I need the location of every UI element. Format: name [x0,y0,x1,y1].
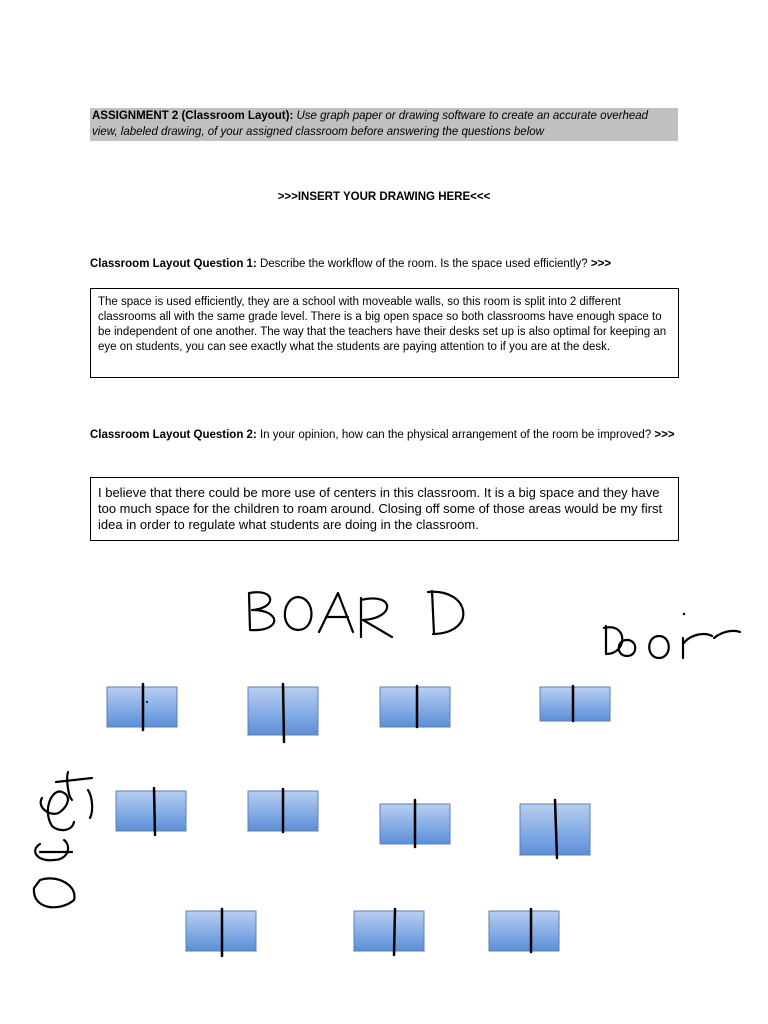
answer-1-box[interactable] [90,288,679,378]
insert-drawing-placeholder: >>>INSERT YOUR DRAWING HERE<<< [277,191,491,203]
handwritten-board-label [249,591,463,637]
desk-divider [394,909,395,955]
handwritten-desk-label [34,772,92,907]
question-2 [90,427,680,443]
desk-rect [380,687,450,727]
answer-1-text: The space is used efficiently, they are a school with moveable walls, so this room is split into 2 different classrooms all with the same grade level. There is a big open space so both classrooms have enough space to be independent of one another. The way that the teachers have their desks set up is also optimal for keeping an eye on students, you can see exactly what the students are paying attention to if you are at the desk. [98,296,667,353]
desk-divider [154,788,155,835]
question-1 [90,256,680,272]
desk-divider [283,684,284,742]
question-2-label: Classroom Layout Question 2: [90,429,257,441]
question-1-label: Classroom Layout Question 1: [90,258,257,270]
handwritten-door-label [604,613,740,658]
question-1-arrows: >>> [590,258,612,270]
question-2-text: In your opinion, how can the physical arrangement of the room be improved? [259,429,652,441]
question-2-arrows: >>> [654,429,675,441]
assignment-instructions: Use graph paper or drawing software to create an accurate overhead view, labeled drawing, of your assigned classroom before answering the questions below [92,110,649,138]
assignment-title: ASSIGNMENT 2 (Classroom Layout): [92,110,294,122]
answer-2-text: I believe that there could be more use of centers in this classroom. It is a big space and they have too much space for the children to roam around. Closing off some of those areas would be my first idea in order to regulate what students are doing in the classroom. [98,485,663,532]
desk-layout [107,684,610,956]
answer-2-box[interactable] [90,477,679,541]
desk-rect [489,911,559,951]
assignment-header [90,108,678,141]
desk-rect [540,687,610,721]
desk-rect [116,791,186,831]
question-1-text: Describe the workflow of the room. Is the space used efficiently? [259,258,588,270]
classroom-drawing [0,560,768,1024]
desk-rect [354,911,424,951]
